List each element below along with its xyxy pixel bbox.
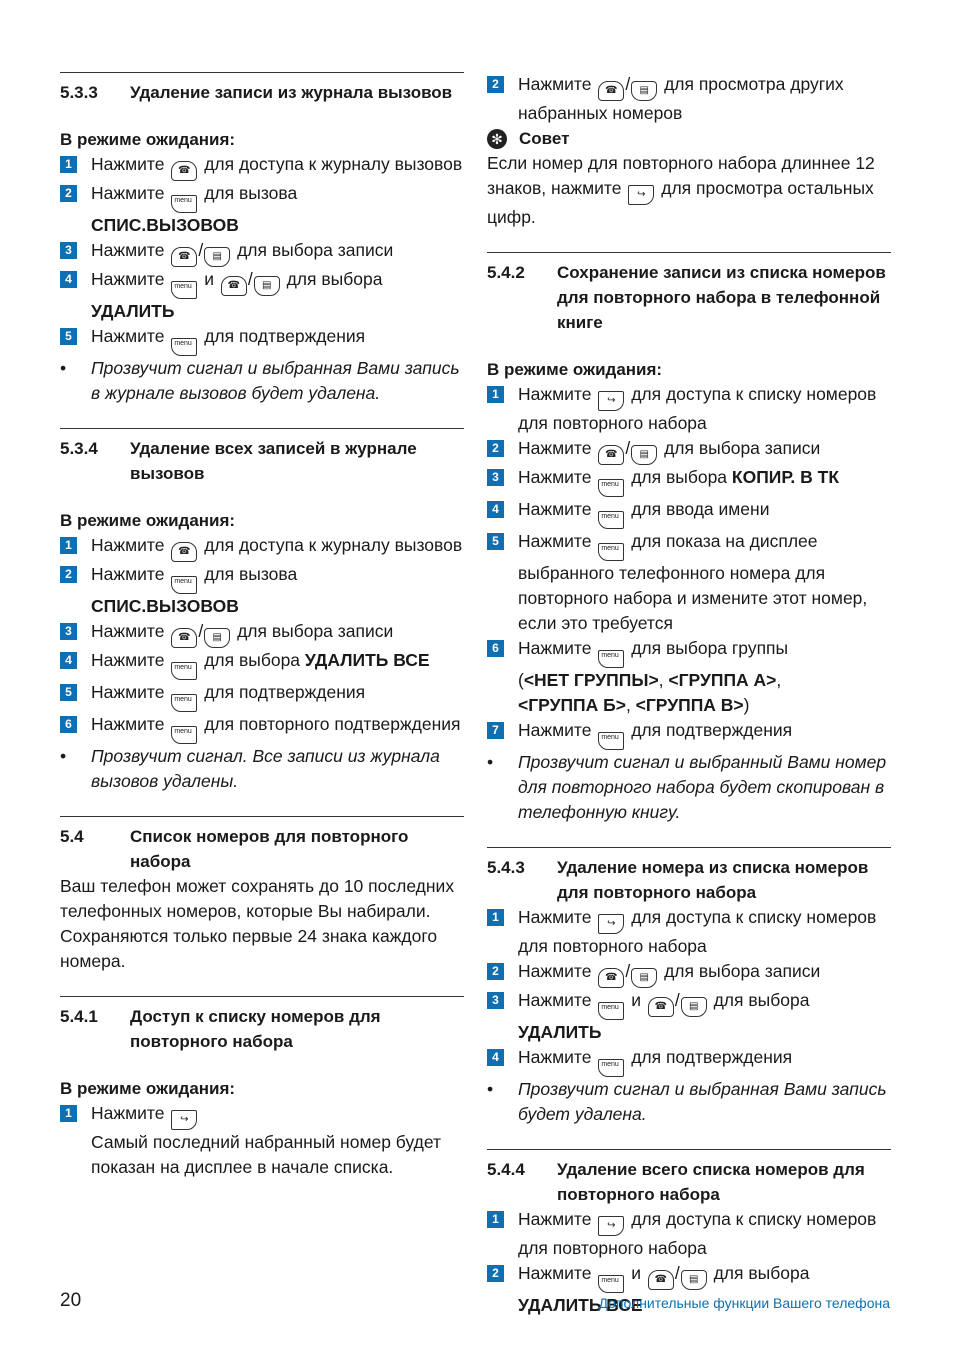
step-4: [60, 267, 464, 324]
step-5: [60, 680, 464, 712]
nav-down-phonebook-icon: ▤: [631, 968, 657, 988]
section-number: 5.4.3: [487, 858, 525, 877]
press-label: Нажмите: [91, 650, 165, 670]
step-3: [60, 619, 464, 648]
step-text: для подтверждения: [631, 720, 793, 740]
tip-text: для просмотра остальных цифр.: [487, 178, 874, 227]
tip-body: [487, 151, 891, 230]
nav-up-calllog-icon: ☎: [171, 542, 197, 562]
page-number: 20: [60, 1290, 82, 1311]
section-heading: [60, 1004, 464, 1054]
section-heading: [60, 824, 464, 874]
tip-asterisk-icon: ✻: [487, 129, 507, 149]
section-heading: [60, 436, 464, 486]
slash-separator: /: [625, 438, 631, 458]
section-heading: [487, 260, 891, 335]
menu-key-icon: menu: [171, 195, 197, 213]
step-number-badge: 7: [487, 722, 504, 739]
result-text: Прозвучит сигнал. Все записи из журнала вызовов удалены.: [91, 746, 440, 791]
step-7: [487, 718, 891, 750]
step-text: для доступа к списку номеров для повторного набора: [518, 1209, 877, 1258]
press-label: Нажмите: [518, 384, 592, 404]
nav-up-calllog-icon: ☎: [598, 968, 624, 988]
group-option: <ГРУППА Б>: [518, 695, 626, 715]
section-number: 5.4.2: [487, 263, 525, 282]
step-text: для подтверждения: [204, 326, 366, 346]
section-title: Список номеров для повторного набора: [130, 827, 409, 871]
section-5-4-2: [487, 252, 891, 825]
slash-separator: /: [247, 269, 253, 289]
step-text: для повторного подтверждения: [204, 714, 461, 734]
bullet: •: [60, 746, 67, 766]
menu-option: КОПИР. В ТК: [731, 467, 840, 487]
press-label: Нажмите: [518, 499, 592, 519]
slash-separator: /: [198, 240, 204, 260]
menu-key-icon: menu: [598, 732, 624, 750]
press-label: Нажмите: [518, 531, 592, 551]
menu-key-icon: menu: [598, 1059, 624, 1077]
step-text: для выбора: [713, 1263, 810, 1283]
step-number-badge: 1: [487, 1211, 504, 1228]
section-title: Удаление всех записей в журнале вызовов: [130, 439, 417, 483]
nav-down-phonebook-icon: ▤: [204, 628, 230, 648]
tip-title: Совет: [519, 129, 570, 148]
step-number-badge: 2: [60, 566, 77, 583]
step-2: [60, 562, 464, 619]
step-number-badge: 2: [487, 963, 504, 980]
step-text: для доступа к списку номеров для повторного набора: [518, 384, 877, 433]
step-text: для показа на дисплее выбранного телефонного номера для повторного набора и измените этот номер, если это требуется: [518, 531, 868, 633]
slash-separator: /: [674, 990, 680, 1010]
menu-key-icon: menu: [171, 338, 197, 356]
menu-key-icon: menu: [598, 1002, 624, 1020]
step-number-badge: 3: [60, 623, 77, 640]
bullet: •: [487, 1079, 494, 1099]
section-heading: [60, 80, 464, 105]
step-number-badge: 4: [487, 1049, 504, 1066]
press-label: Нажмите: [518, 907, 592, 927]
step-number-badge: 5: [60, 328, 77, 345]
press-label: Нажмите: [91, 564, 165, 584]
tip-text: Если номер для повторного набора длиннее 12 знаков, нажмите: [487, 153, 875, 198]
left-column: [60, 72, 464, 1202]
step-text: для выбора записи: [664, 438, 821, 458]
step-number-badge: 2: [487, 76, 504, 93]
step-number-badge: 3: [60, 242, 77, 259]
nav-down-phonebook-icon: ▤: [681, 997, 707, 1017]
press-label: Нажмите: [518, 638, 592, 658]
press-label: Нажмите: [518, 467, 592, 487]
result-text: Прозвучит сигнал и выбранная Вами запись в журнале вызовов будет удалена.: [91, 358, 460, 403]
step-1: [60, 533, 464, 562]
result-note: [60, 356, 464, 406]
mode-label: В режиме ожидания:: [60, 1079, 236, 1098]
step-number-badge: 4: [487, 501, 504, 518]
menu-key-icon: menu: [598, 650, 624, 668]
menu-key-icon: menu: [598, 1275, 624, 1293]
menu-option: УДАЛИТЬ ВСЕ: [304, 650, 430, 670]
section-5-3-4: [60, 428, 464, 794]
menu-key-icon: menu: [171, 726, 197, 744]
step-3: [60, 238, 464, 267]
nav-up-calllog-icon: ☎: [171, 247, 197, 267]
step-text: для доступа к журналу вызовов: [204, 154, 463, 174]
step-number-badge: 1: [60, 537, 77, 554]
menu-key-icon: menu: [171, 662, 197, 680]
step-text: для выбора записи: [237, 621, 394, 641]
step-number-badge: 1: [60, 156, 77, 173]
redial-key-icon: ↪: [598, 391, 624, 411]
step-text: для выбора записи: [237, 240, 394, 260]
section-number: 5.3.3: [60, 83, 98, 102]
press-label: Нажмите: [91, 535, 165, 555]
menu-option: УДАЛИТЬ ВСЕ: [518, 1295, 643, 1315]
nav-up-calllog-icon: ☎: [648, 997, 674, 1017]
section-heading: [487, 855, 891, 905]
step-text: для выбора группы: [631, 638, 789, 658]
nav-down-phonebook-icon: ▤: [631, 445, 657, 465]
step-number-badge: 2: [487, 440, 504, 457]
right-column: [487, 72, 891, 1340]
and-label: и: [631, 1263, 641, 1283]
section-5-3-3: [60, 72, 464, 406]
press-label: Нажмите: [518, 961, 592, 981]
step-text: для подтверждения: [631, 1047, 793, 1067]
nav-up-calllog-icon: ☎: [598, 81, 624, 101]
redial-key-icon: ↪: [171, 1110, 197, 1130]
step-5: [60, 324, 464, 356]
step-2: [487, 436, 891, 465]
press-label: Нажмите: [91, 714, 165, 734]
step-number-badge: 1: [487, 386, 504, 403]
menu-option: СПИС.ВЫЗОВОВ: [91, 596, 239, 616]
step-text: для выбора: [713, 990, 810, 1010]
section-title: Сохранение записи из списка номеров для повторного набора в телефонной книге: [557, 263, 886, 332]
press-label: Нажмите: [91, 326, 165, 346]
step-1: [60, 152, 464, 181]
step-number-badge: 5: [60, 684, 77, 701]
step-5: [487, 529, 891, 636]
step-3: [487, 465, 891, 497]
step-number-badge: 2: [60, 185, 77, 202]
group-option: <НЕТ ГРУППЫ>: [523, 670, 659, 690]
section-body: Ваш телефон может сохранять до 10 последних телефонных номеров, которые Вы набирали. Сохраняются только первые 24 знака каждого номера.: [60, 876, 455, 971]
press-label: Нажмите: [518, 438, 592, 458]
section-title: Удаление всего списка номеров для повторного набора: [557, 1160, 865, 1204]
section-title: Доступ к списку номеров для повторного набора: [130, 1007, 381, 1051]
press-label: Нажмите: [518, 74, 592, 94]
group-option: <ГРУППА В>: [635, 695, 744, 715]
menu-key-icon: menu: [598, 543, 624, 561]
step-note: Самый последний набранный номер будет показан на дисплее в начале списка.: [91, 1132, 441, 1177]
section-5-4-1-continued: [487, 72, 891, 230]
section-title: Удаление записи из журнала вызовов: [130, 83, 453, 102]
redial-key-icon: ↪: [628, 185, 654, 205]
step-number-badge: 6: [487, 640, 504, 657]
step-number-badge: 1: [60, 1105, 77, 1122]
nav-up-calllog-icon: ☎: [171, 628, 197, 648]
redial-key-icon: ↪: [598, 1216, 624, 1236]
menu-key-icon: menu: [171, 694, 197, 712]
tip-heading: [487, 126, 891, 151]
step-number-badge: 2: [487, 1265, 504, 1282]
menu-option: УДАЛИТЬ: [91, 301, 175, 321]
press-label: Нажмите: [91, 183, 165, 203]
step-text: для доступа к журналу вызовов: [204, 535, 463, 555]
slash-separator: /: [198, 621, 204, 641]
step-text: для просмотра других набранных номеров: [518, 74, 844, 123]
result-text: Прозвучит сигнал и выбранная Вами запись будет удалена.: [518, 1079, 887, 1124]
result-note: [60, 744, 464, 794]
step-number-badge: 3: [487, 469, 504, 486]
press-label: Нажмите: [518, 1047, 592, 1067]
press-label: Нажмите: [91, 621, 165, 641]
section-title: Удаление номера из списка номеров для повторного набора: [557, 858, 869, 902]
step-6: 6 Нажмите menu для выбора группы (<НЕТ ГРУППЫ>, <ГРУППА A>, <ГРУППА Б>, <ГРУППА В>): [487, 636, 891, 718]
result-note: [487, 750, 891, 825]
step-number-badge: 3: [487, 992, 504, 1009]
chapter-footer: Дополнительные функции Вашего телефона: [598, 1295, 890, 1311]
bullet: •: [60, 358, 67, 378]
step-number-badge: 5: [487, 533, 504, 550]
step-1: [60, 1101, 464, 1180]
step-6: [60, 712, 464, 744]
nav-up-calllog-icon: ☎: [171, 161, 197, 181]
redial-key-icon: ↪: [598, 914, 624, 934]
result-note: [487, 1077, 891, 1127]
step-text: для ввода имени: [631, 499, 770, 519]
nav-down-phonebook-icon: ▤: [631, 81, 657, 101]
step-text: для доступа к списку номеров для повторного набора: [518, 907, 877, 956]
press-label: Нажмите: [518, 1209, 592, 1229]
section-heading: [487, 1157, 891, 1207]
slash-separator: /: [625, 74, 631, 94]
step-number-badge: 6: [60, 716, 77, 733]
step-1: [487, 382, 891, 436]
step-4: [487, 1045, 891, 1077]
step-text: для выбора записи: [664, 961, 821, 981]
and-label: и: [631, 990, 641, 1010]
step-3: [487, 988, 891, 1045]
step-2: [60, 181, 464, 238]
nav-down-phonebook-icon: ▤: [254, 276, 280, 296]
section-5-4: [60, 816, 464, 974]
menu-option: УДАЛИТЬ: [518, 1022, 602, 1042]
press-label: Нажмите: [91, 154, 165, 174]
section-5-4-3: [487, 847, 891, 1127]
menu-key-icon: menu: [598, 479, 624, 497]
step-text: для подтверждения: [204, 682, 366, 702]
menu-key-icon: menu: [171, 576, 197, 594]
menu-key-icon: menu: [171, 281, 197, 299]
group-option: <ГРУППА A>: [668, 670, 777, 690]
step-4: [487, 497, 891, 529]
step-number-badge: 1: [487, 909, 504, 926]
bullet: •: [487, 752, 494, 772]
press-label: Нажмите: [91, 682, 165, 702]
mode-label: В режиме ожидания:: [487, 360, 663, 379]
press-label: Нажмите: [91, 240, 165, 260]
slash-separator: /: [625, 961, 631, 981]
section-number: 5.4: [60, 827, 84, 846]
press-label: Нажмите: [518, 1263, 592, 1283]
nav-down-phonebook-icon: ▤: [681, 1270, 707, 1290]
mode-label: В режиме ожидания:: [60, 511, 236, 530]
nav-up-calllog-icon: ☎: [648, 1270, 674, 1290]
step-text: для выбора: [204, 650, 301, 670]
step-text: для вызова: [204, 183, 298, 203]
slash-separator: /: [674, 1263, 680, 1283]
press-label: Нажмите: [518, 990, 592, 1010]
step-text: для вызова: [204, 564, 298, 584]
press-label: Нажмите: [518, 720, 592, 740]
mode-label: В режиме ожидания:: [60, 130, 236, 149]
step-1: [487, 905, 891, 959]
menu-option: СПИС.ВЫЗОВОВ: [91, 215, 239, 235]
press-label: Нажмите: [91, 269, 165, 289]
section-5-4-1: [60, 996, 464, 1180]
step-number-badge: 4: [60, 652, 77, 669]
section-number: 5.4.1: [60, 1007, 98, 1026]
nav-down-phonebook-icon: ▤: [204, 247, 230, 267]
step-text: для выбора: [286, 269, 383, 289]
step-number-badge: 4: [60, 271, 77, 288]
section-number: 5.4.4: [487, 1160, 525, 1179]
step-4: [60, 648, 464, 680]
step-1: [487, 1207, 891, 1261]
nav-up-calllog-icon: ☎: [221, 276, 247, 296]
section-number: 5.3.4: [60, 439, 98, 458]
result-text: Прозвучит сигнал и выбранный Вами номер для повторного набора будет скопирован в телефонную книгу.: [518, 752, 887, 822]
step-text: для выбора: [631, 467, 728, 487]
nav-up-calllog-icon: ☎: [598, 445, 624, 465]
step-2: [487, 959, 891, 988]
step-2: [487, 72, 891, 126]
menu-key-icon: menu: [598, 511, 624, 529]
press-label: Нажмите: [91, 1103, 165, 1123]
and-label: и: [204, 269, 214, 289]
